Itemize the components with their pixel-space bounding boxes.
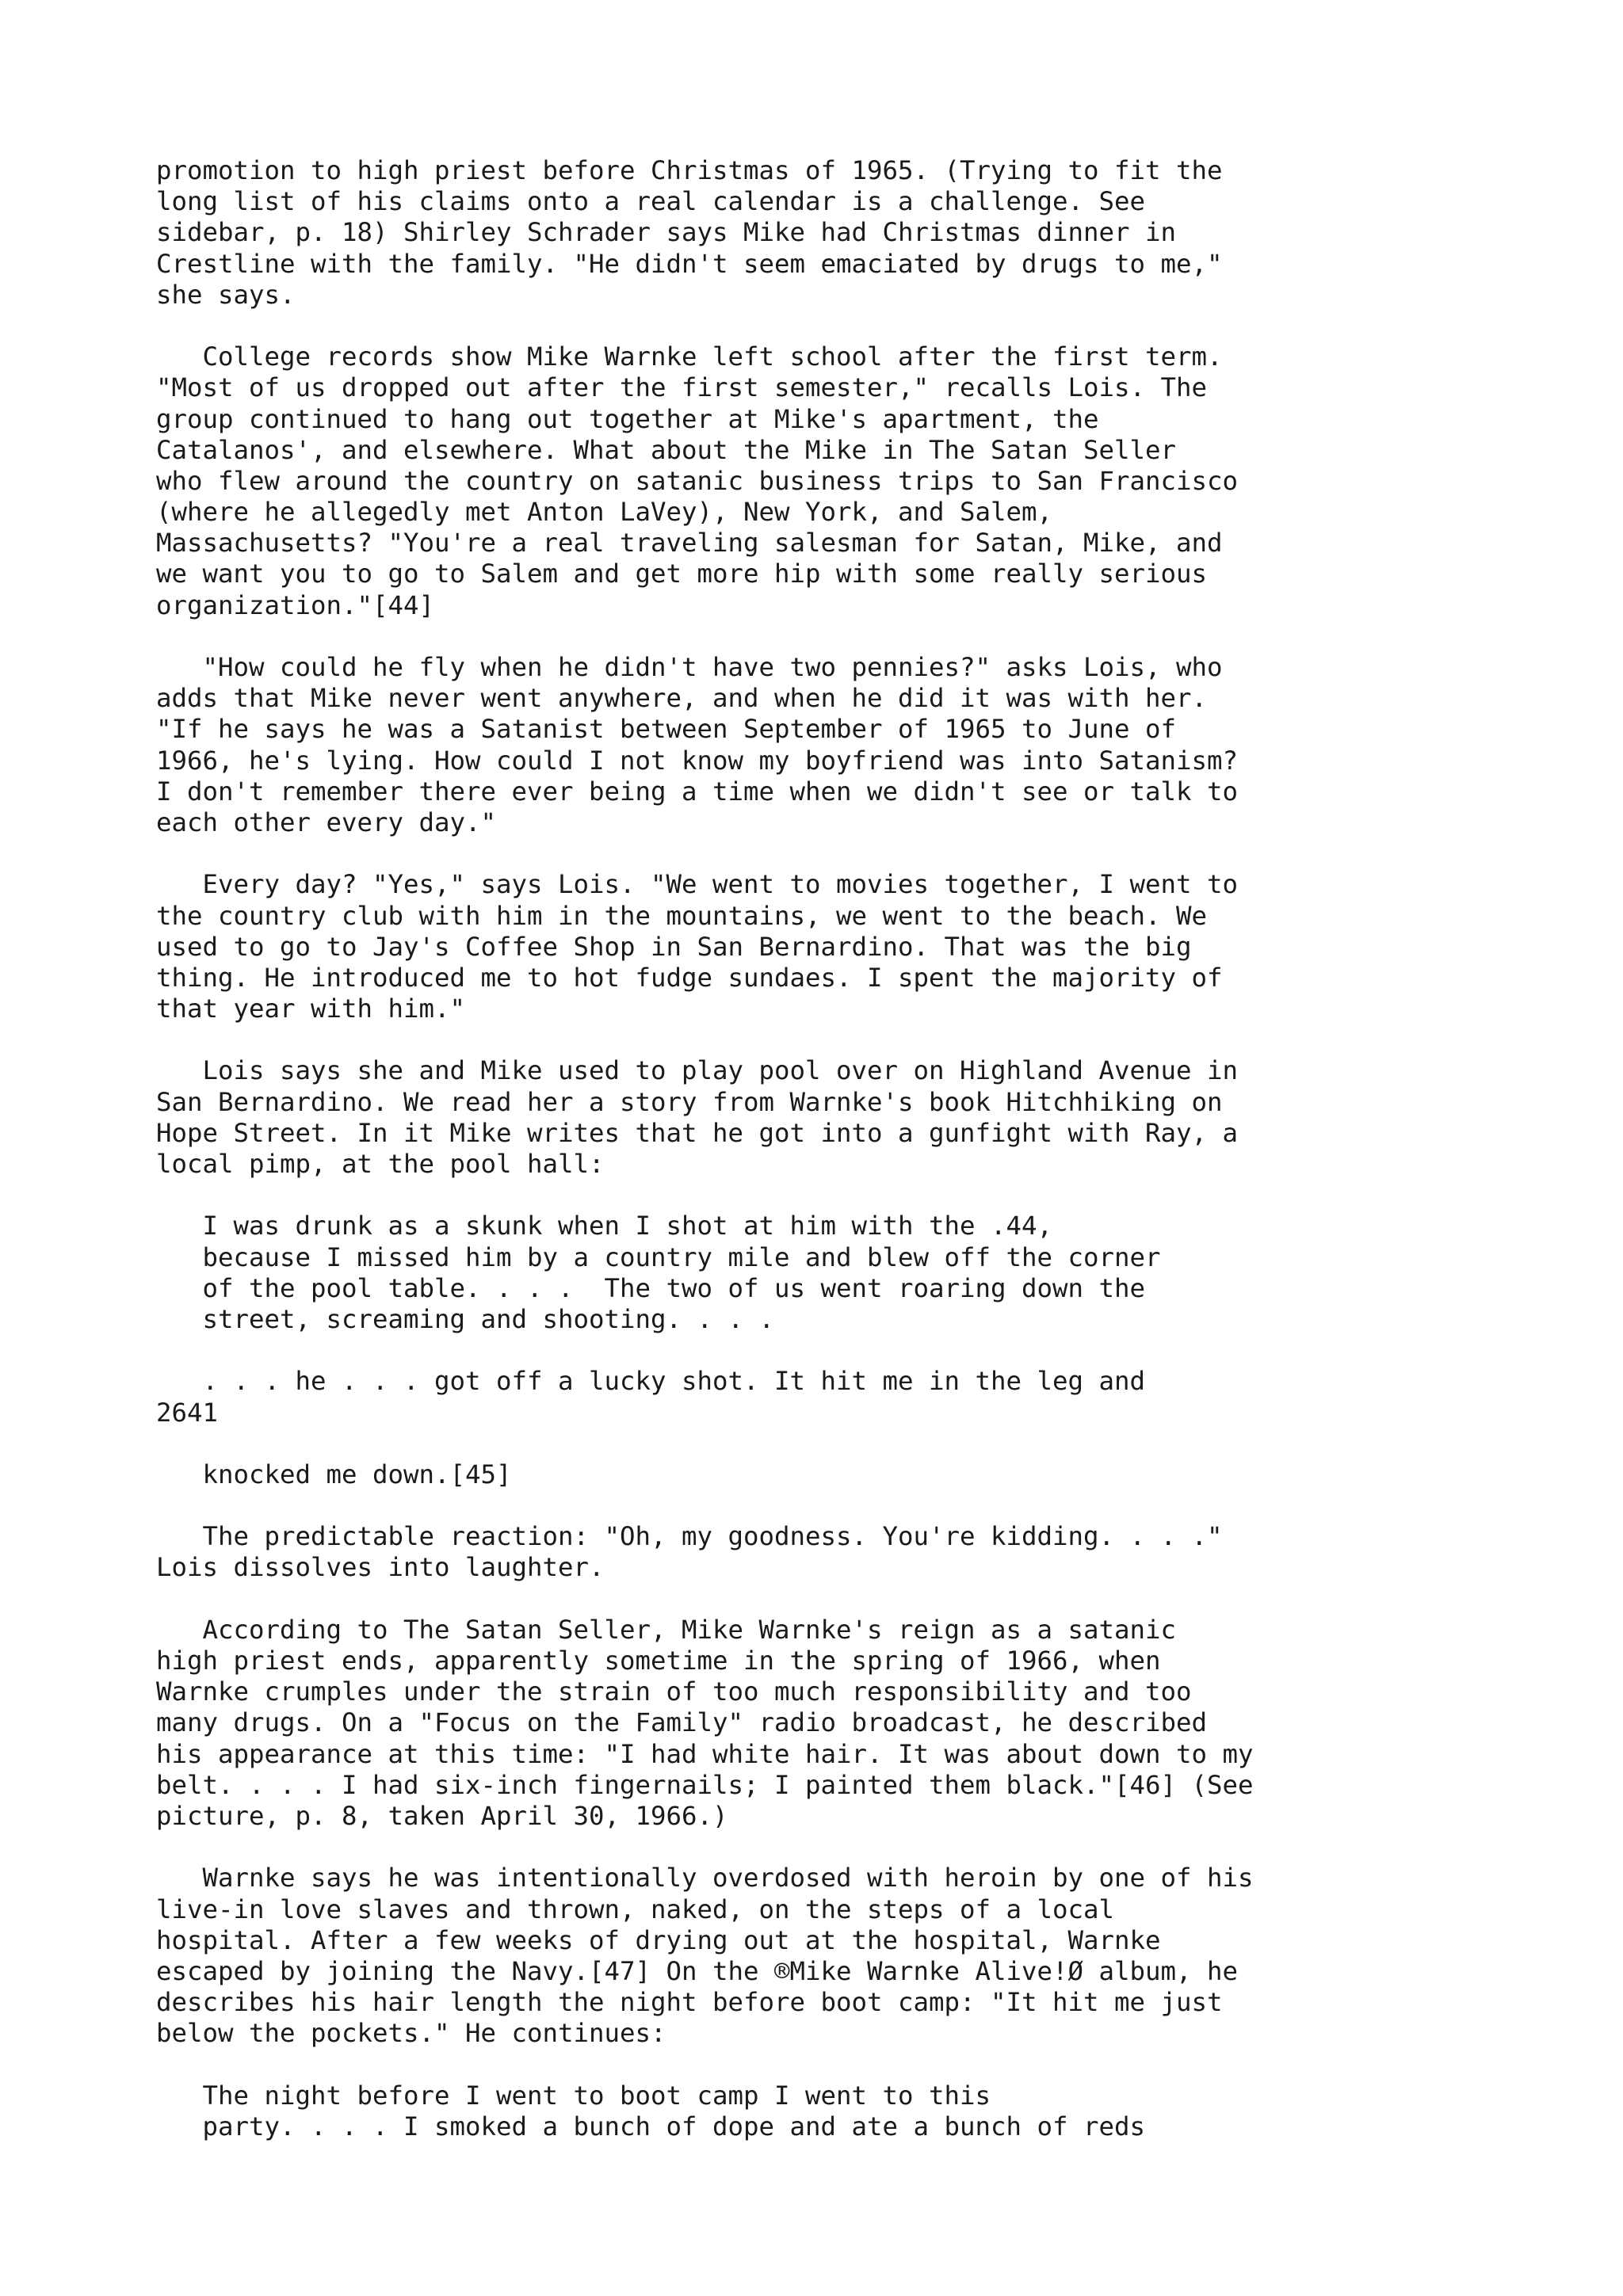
paragraph-gap <box>156 1832 1254 1863</box>
paragraph-gap <box>156 1584 1254 1615</box>
text-line: live-in love slaves and thrown, naked, on the steps of a local <box>156 1894 1115 1924</box>
text-line: organization."[44] <box>156 589 435 620</box>
paragraph-gap <box>156 1335 1254 1366</box>
text-line: picture, p. 8, taken April 30, 1966.) <box>156 1800 728 1831</box>
paragraph-gap <box>156 838 1254 869</box>
paragraph <box>156 341 1254 621</box>
paragraph-gap <box>156 311 1254 341</box>
text-line: promotion to high priest before Christmas of 1965. (Trying to fit the <box>156 155 1223 185</box>
text-line: adds that Mike never went anywhere, and when he did it was with her. <box>156 683 1208 714</box>
text-line: Every day? "Yes," says Lois. "We went to movies together, I went to <box>156 869 1239 900</box>
text-line: Lois says she and Mike used to play pool over on Highland Avenue in <box>156 1055 1239 1086</box>
block-quote <box>156 2081 1254 2142</box>
text-line: many drugs. On a "Focus on the Family" radio broadcast, he described <box>156 1707 1208 1738</box>
text-line: she says. <box>156 279 296 310</box>
text-line: . . . he . . . got off a lucky shot. It hit me in the leg and <box>156 1366 1146 1397</box>
text-line: that year with him." <box>156 994 466 1024</box>
block-quote <box>156 1366 1254 1428</box>
text-line: "How could he fly when he didn't have two pennies?" asks Lois, who <box>156 652 1223 682</box>
text-line: sidebar, p. 18) Shirley Schrader says Mike had Christmas dinner in <box>156 217 1177 248</box>
text-line: party. . . . I smoked a bunch of dope and ate a bunch of reds <box>156 2111 1146 2142</box>
text-line: because I missed him by a country mile and blew off the corner <box>156 1241 1161 1272</box>
paragraph <box>156 1055 1254 1180</box>
text-line: knocked me down.[45] <box>156 1459 512 1489</box>
text-line: The predictable reaction: "Oh, my goodness. You're kidding. . . ." <box>156 1521 1223 1552</box>
text-line: we want you to go to Salem and get more hip with some really serious <box>156 559 1208 589</box>
text-line: San Bernardino. We read her a story from Warnke's book Hitchhiking on <box>156 1086 1223 1117</box>
text-line: Hope Street. In it Mike writes that he got into a gunfight with Ray, a <box>156 1117 1239 1148</box>
text-line: Lois dissolves into laughter. <box>156 1552 605 1583</box>
text-line: escaped by joining the Navy.[47] On the ®Mike Warnke Alive!Ø album, he <box>156 1955 1239 1986</box>
text-line: his appearance at this time: "I had white hair. It was about down to my <box>156 1738 1254 1769</box>
text-line: 2641 <box>156 1397 219 1428</box>
document-body <box>156 155 1254 2142</box>
paragraph-gap <box>156 1024 1254 1055</box>
text-line: "If he says he was a Satanist between September of 1965 to June of <box>156 714 1177 745</box>
paragraph-gap <box>156 1490 1254 1521</box>
paragraph <box>156 1521 1254 1583</box>
paragraph <box>156 652 1254 838</box>
text-line: Crestline with the family. "He didn't seem emaciated by drugs to me," <box>156 248 1223 279</box>
text-line: below the pockets." He continues: <box>156 2018 666 2049</box>
text-line: the country club with him in the mountains, we went to the beach. We <box>156 900 1208 931</box>
paragraph-gap <box>156 1180 1254 1211</box>
text-line: I was drunk as a skunk when I shot at him with the .44, <box>156 1211 1053 1241</box>
text-line: used to go to Jay's Coffee Shop in San Bernardino. That was the big <box>156 931 1192 962</box>
block-quote <box>156 1211 1254 1335</box>
text-line: Warnke crumples under the strain of too much responsibility and too <box>156 1676 1192 1707</box>
text-line: According to The Satan Seller, Mike Warnke's reign as a satanic <box>156 1614 1177 1645</box>
text-line: Warnke says he was intentionally overdosed with heroin by one of his <box>156 1863 1254 1894</box>
paragraph <box>156 869 1254 1024</box>
text-line: high priest ends, apparently sometime in the spring of 1966, when <box>156 1646 1161 1676</box>
paragraph <box>156 1615 1254 1832</box>
text-line: (where he allegedly met Anton LaVey), New York, and Salem, <box>156 497 1053 528</box>
block-quote <box>156 1459 1254 1490</box>
text-line: belt. . . . I had six-inch fingernails; I painted them black."[46] (See <box>156 1769 1254 1800</box>
paragraph-gap <box>156 1428 1254 1459</box>
text-line: group continued to hang out together at Mike's apartment, the <box>156 403 1099 434</box>
text-line: long list of his claims onto a real calendar is a challenge. See <box>156 186 1146 217</box>
paragraph <box>156 1863 1254 2049</box>
text-line: hospital. After a few weeks of drying out at the hospital, Warnke <box>156 1924 1161 1955</box>
text-line: local pimp, at the pool hall: <box>156 1149 605 1179</box>
paragraph <box>156 155 1254 311</box>
text-line: Catalanos', and elsewhere. What about the Mike in The Satan Seller <box>156 434 1177 465</box>
text-line: each other every day." <box>156 807 497 837</box>
text-line: street, screaming and shooting. . . . <box>156 1303 775 1334</box>
text-line: I don't remember there ever being a time when we didn't see or talk to <box>156 776 1239 807</box>
text-line: Massachusetts? "You're a real traveling salesman for Satan, Mike, and <box>156 528 1223 559</box>
text-line: The night before I went to boot camp I went to this <box>156 2080 991 2111</box>
paragraph-gap <box>156 2049 1254 2080</box>
paragraph-gap <box>156 621 1254 652</box>
text-line: 1966, he's lying. How could I not know my boyfriend was into Satanism? <box>156 745 1239 776</box>
text-line: describes his hair length the night before boot camp: "It hit me just <box>156 1987 1223 2018</box>
text-line: of the pool table. . . . The two of us went roaring down the <box>156 1272 1146 1303</box>
text-line: "Most of us dropped out after the first semester," recalls Lois. The <box>156 372 1208 403</box>
text-line: who flew around the country on satanic business trips to San Francisco <box>156 465 1239 496</box>
text-line: College records show Mike Warnke left school after the first term. <box>156 341 1223 372</box>
text-line: thing. He introduced me to hot fudge sundaes. I spent the majority of <box>156 962 1223 993</box>
